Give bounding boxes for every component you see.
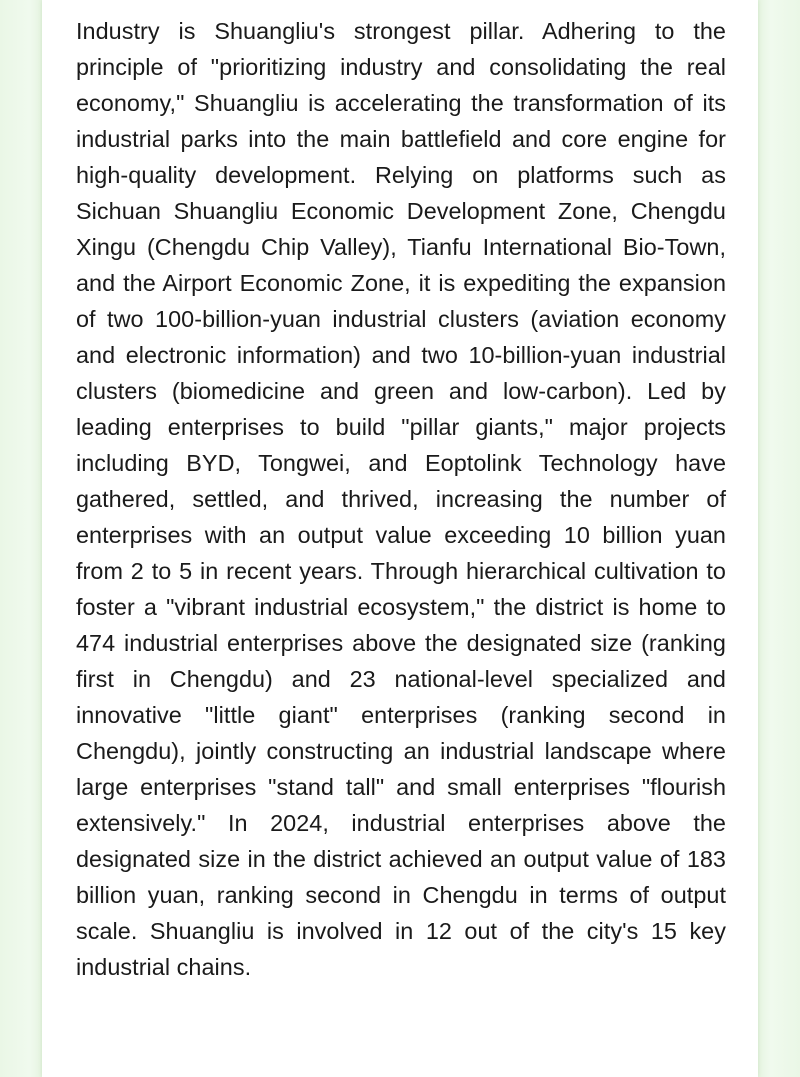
right-margin-background xyxy=(758,0,800,1077)
article-paragraph: Industry is Shuangliu's strongest pillar. Adhering to the principle of "prioritizing industry and consolidating the real economy," Shuangliu is accelerating the transformation of its industrial parks into the main battlefield and core engine for high-quality development. Relying on platforms such as Sichuan Shuangliu Economic Development Zone, Chengdu Xingu (Chengdu Chip Valley), Tianfu International Bio-Town, and the Airport Economic Zone, it is expediting the expansion of two 100-billion-yuan industrial clusters (aviation economy and electronic information) and two 10-billion-yuan industrial clusters (biomedicine and green and low-carbon). Led by leading enterprises to build "pillar giants," major projects including BYD, Tongwei, and Eoptolink Technology have gathered, settled, and thrived, increasing the number of enterprises with an output value exceeding 10 billion yuan from 2 to 5 in recent years. Through hierarchical cultivation to foster a "vibrant industrial ecosystem," the district is home to 474 industrial enterprises above the designated size (ranking first in Chengdu) and 23 national-level specialized and innovative "little giant" enterprises (ranking second in Chengdu), jointly constructing an industrial landscape where large enterprises "stand tall" and small enterprises "flourish extensively." In 2024, industrial enterprises above the designated size in the district achieved an output value of 183 billion yuan, ranking second in Chengdu in terms of output scale. Shuangliu is involved in 12 out of the city's 15 key industrial chains. xyxy=(76,18,726,980)
article-card xyxy=(42,0,758,1077)
left-margin-background xyxy=(0,0,42,1077)
